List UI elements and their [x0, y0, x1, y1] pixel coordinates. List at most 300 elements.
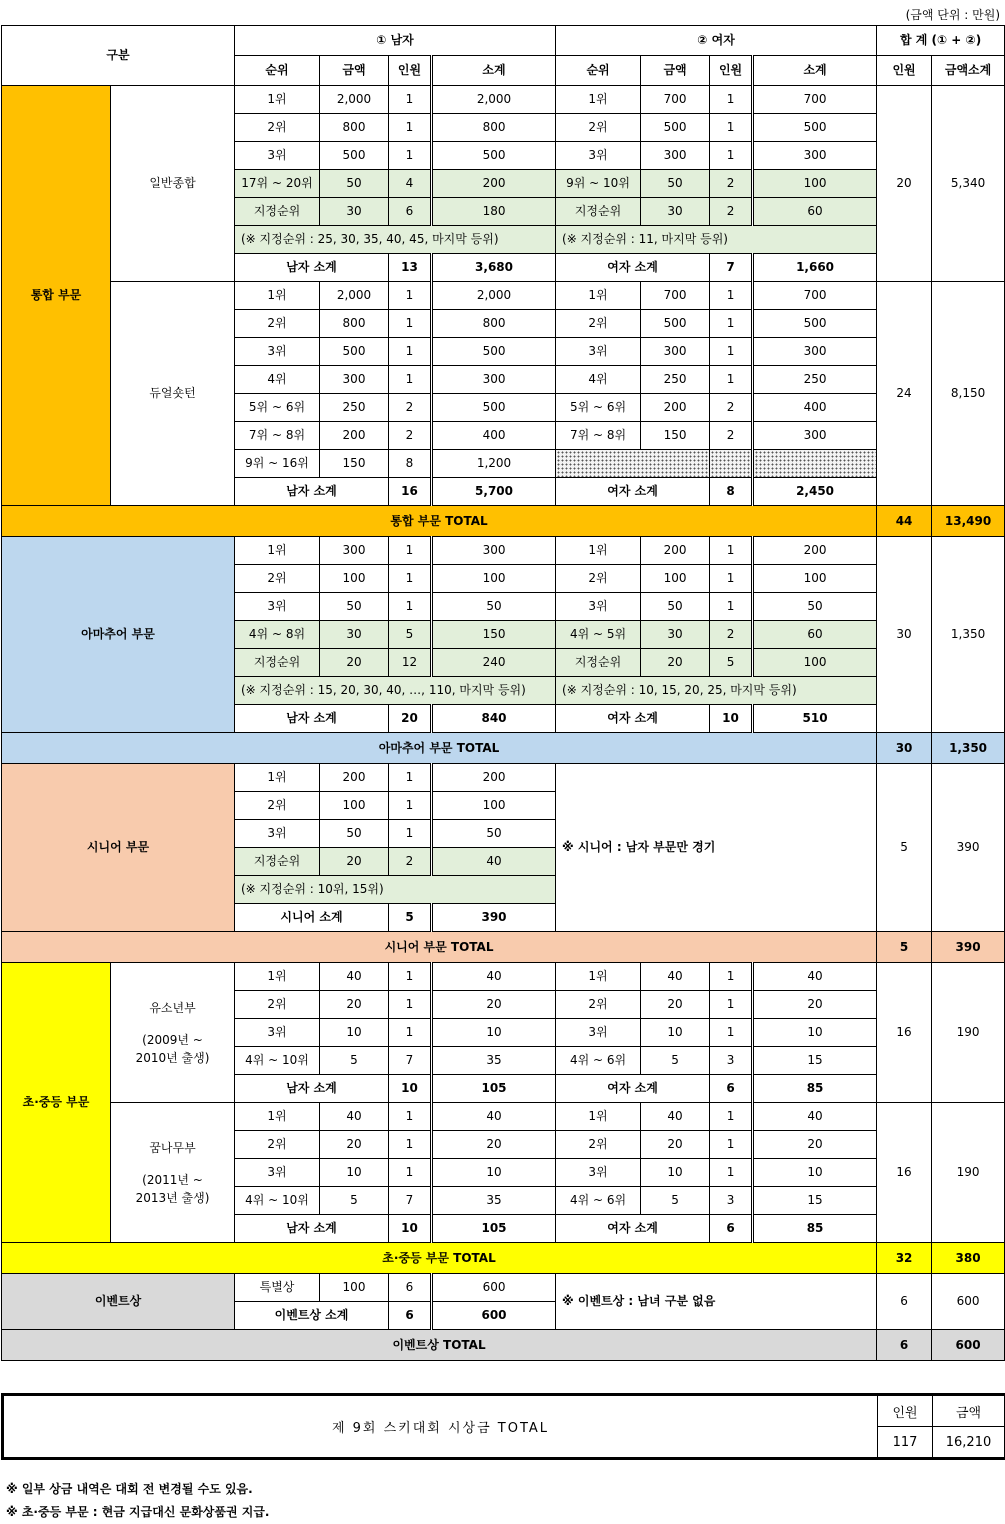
senior-total-amount: 390: [932, 932, 1005, 963]
male-amount: 40: [320, 1103, 389, 1131]
male-count: 2: [389, 848, 432, 876]
event-amount: 100: [320, 1274, 389, 1302]
senior-total-count: 5: [877, 932, 932, 963]
female-note: (※ 지정순위 : 10, 15, 20, 25, 마지막 등위): [556, 677, 877, 705]
female-amount: 40: [641, 963, 710, 991]
male-amount: 500: [320, 338, 389, 366]
male-note: (※ 지정순위 : 10위, 15위): [235, 876, 556, 904]
male-subtotal: 50: [432, 820, 556, 848]
female-subtotal-label: 여자 소계: [556, 1075, 710, 1103]
sum-count: 16: [877, 1103, 932, 1243]
amateur-total-amount: 1,350: [932, 733, 1005, 764]
male-rank: 4위 ~ 10위: [235, 1047, 320, 1075]
female-rank: 지정순위: [556, 198, 641, 226]
female-amount: 250: [641, 366, 710, 394]
subcategory-name: 유소년부: [149, 1000, 196, 1015]
female-subtotal-amount: 510: [753, 705, 877, 733]
female-rank: 4위 ~ 6위: [556, 1047, 641, 1075]
female-count: 1: [710, 114, 753, 142]
female-subtotal-count: 7: [710, 254, 753, 282]
female-amount: 500: [641, 114, 710, 142]
col-count: 인원: [389, 56, 432, 86]
male-count: 4: [389, 170, 432, 198]
category-event: 이벤트상: [2, 1274, 235, 1330]
male-subtotal: 500: [432, 142, 556, 170]
female-count: 2: [710, 170, 753, 198]
female-rank: 2위: [556, 114, 641, 142]
male-rank: 3위: [235, 820, 320, 848]
female-subtotal: 20: [753, 1131, 877, 1159]
col-amount: 금액: [641, 56, 710, 86]
male-amount: 10: [320, 1159, 389, 1187]
male-rank: 2위: [235, 1131, 320, 1159]
male-subtotal: 1,200: [432, 450, 556, 478]
grand-amount-label: 금액: [933, 1395, 1005, 1427]
subcategory-youth-boys: [111, 963, 235, 1103]
grand-amount: 16,210: [933, 1427, 1005, 1459]
male-amount: 300: [320, 366, 389, 394]
female-amount: 30: [641, 198, 710, 226]
subcategory-name: 꿈나무부: [149, 1140, 196, 1155]
male-count: 1: [389, 142, 432, 170]
male-count: 1: [389, 338, 432, 366]
female-count: 1: [710, 338, 753, 366]
male-rank: 3위: [235, 142, 320, 170]
col-subtotal: 소계: [432, 56, 556, 86]
female-amount: 30: [641, 621, 710, 649]
header-category: 구분: [2, 26, 235, 86]
female-subtotal: 50: [753, 593, 877, 621]
female-rank: 1위: [556, 282, 641, 310]
female-amount: 5: [641, 1047, 710, 1075]
female-count: 1: [710, 310, 753, 338]
amateur-total-count: 30: [877, 733, 932, 764]
youth-total-count: 32: [877, 1243, 932, 1274]
integrated-total-label: 통합 부문 TOTAL: [2, 506, 877, 537]
female-rank: 1위: [556, 537, 641, 565]
male-subtotal: 20: [432, 991, 556, 1019]
female-count: 2: [710, 394, 753, 422]
col-subtotal: 소계: [753, 56, 877, 86]
female-subtotal-label: 여자 소계: [556, 478, 710, 506]
female-subtotal: 700: [753, 282, 877, 310]
subcategory-general: 일반종합: [111, 86, 235, 282]
male-rank: 2위: [235, 991, 320, 1019]
header-sum: 합 계 (① + ②): [877, 26, 1005, 56]
female-count: 1: [710, 565, 753, 593]
col-count: 인원: [710, 56, 753, 86]
male-count: 1: [389, 310, 432, 338]
male-subtotal: 100: [432, 792, 556, 820]
female-rank: 1위: [556, 1103, 641, 1131]
male-subtotal-count: 16: [389, 478, 432, 506]
male-amount: 20: [320, 649, 389, 677]
male-count: 1: [389, 1019, 432, 1047]
male-rank: 2위: [235, 792, 320, 820]
female-amount: 50: [641, 170, 710, 198]
female-rank: 3위: [556, 142, 641, 170]
male-subtotal: 400: [432, 422, 556, 450]
male-rank: 7위 ~ 8위: [235, 422, 320, 450]
female-count: 1: [710, 366, 753, 394]
event-total-count: 6: [877, 1330, 932, 1361]
female-rank: 2위: [556, 991, 641, 1019]
male-amount: 200: [320, 764, 389, 792]
col-rank: 순위: [235, 56, 320, 86]
senior-total-label: 시니어 부문 TOTAL: [2, 932, 877, 963]
female-subtotal: 40: [753, 963, 877, 991]
female-subtotal: 300: [753, 422, 877, 450]
female-subtotal-label: 여자 소계: [556, 1215, 710, 1243]
subcategory-dual: 듀얼숏턴: [111, 282, 235, 506]
male-subtotal-amount: 5,700: [432, 478, 556, 506]
male-rank: 2위: [235, 310, 320, 338]
female-subtotal: 15: [753, 1047, 877, 1075]
female-amount: 500: [641, 310, 710, 338]
col-sum-count: 인원: [877, 56, 932, 86]
female-count: 3: [710, 1047, 753, 1075]
event-note: ※ 이벤트상 : 남녀 구분 없음: [556, 1274, 877, 1330]
male-subtotal: 240: [432, 649, 556, 677]
male-subtotal: 2,000: [432, 282, 556, 310]
female-count: 1: [710, 142, 753, 170]
female-amount: 700: [641, 86, 710, 114]
sum-amount: 1,350: [932, 537, 1005, 733]
female-rank: 3위: [556, 593, 641, 621]
event-total-amount: 600: [932, 1330, 1005, 1361]
male-count: 1: [389, 282, 432, 310]
youth-total-label: 초·중등 부문 TOTAL: [2, 1243, 877, 1274]
male-amount: 20: [320, 1131, 389, 1159]
female-subtotal: 100: [753, 565, 877, 593]
sum-count: 5: [877, 764, 932, 932]
male-count: 1: [389, 114, 432, 142]
female-subtotal-amount: 2,450: [753, 478, 877, 506]
female-subtotal-count: 6: [710, 1075, 753, 1103]
male-amount: 250: [320, 394, 389, 422]
female-count: 2: [710, 621, 753, 649]
female-note: (※ 지정순위 : 11, 마지막 등위): [556, 226, 877, 254]
male-rank: 지정순위: [235, 649, 320, 677]
subcategory-youth-kids: [111, 1103, 235, 1243]
female-subtotal: 20: [753, 991, 877, 1019]
female-rank: 4위: [556, 366, 641, 394]
male-count: 1: [389, 366, 432, 394]
female-amount: 40: [641, 1103, 710, 1131]
grand-total-table: [1, 1393, 1005, 1460]
male-rank: 1위: [235, 764, 320, 792]
prize-table: [1, 25, 1005, 1361]
female-rank: 9위 ~ 10위: [556, 170, 641, 198]
category-senior: 시니어 부문: [2, 764, 235, 932]
male-count: 1: [389, 963, 432, 991]
male-rank: 3위: [235, 1159, 320, 1187]
event-count: 6: [389, 1274, 432, 1302]
male-subtotal: 50: [432, 593, 556, 621]
male-subtotal-label: 남자 소계: [235, 254, 389, 282]
female-subtotal: 15: [753, 1187, 877, 1215]
male-subtotal: 800: [432, 114, 556, 142]
male-count: 5: [389, 621, 432, 649]
event-subtotal-label: 이벤트상 소계: [235, 1302, 389, 1330]
female-amount: 10: [641, 1019, 710, 1047]
col-amount: 금액: [320, 56, 389, 86]
male-count: 1: [389, 593, 432, 621]
female-rank: 2위: [556, 1131, 641, 1159]
sum-amount: 5,340: [932, 86, 1005, 282]
male-amount: 300: [320, 537, 389, 565]
male-count: 1: [389, 537, 432, 565]
female-count: 1: [710, 86, 753, 114]
female-rank: 2위: [556, 310, 641, 338]
female-rank: 3위: [556, 338, 641, 366]
senior-female-note: ※ 시니어 : 남자 부문만 경기: [556, 764, 877, 932]
female-subtotal-amount: 85: [753, 1075, 877, 1103]
female-count: 5: [710, 649, 753, 677]
female-subtotal-amount: 85: [753, 1215, 877, 1243]
male-rank: 4위 ~ 10위: [235, 1187, 320, 1215]
male-amount: 5: [320, 1047, 389, 1075]
grand-count-label: 인원: [878, 1395, 933, 1427]
male-rank: 지정순위: [235, 198, 320, 226]
empty-dotted-cell: [753, 450, 877, 478]
sum-amount: 390: [932, 764, 1005, 932]
male-rank: 지정순위: [235, 848, 320, 876]
female-amount: 10: [641, 1159, 710, 1187]
female-count: 1: [710, 991, 753, 1019]
male-amount: 2,000: [320, 282, 389, 310]
female-amount: 100: [641, 565, 710, 593]
senior-subtotal-amount: 390: [432, 904, 556, 932]
female-subtotal-count: 10: [710, 705, 753, 733]
female-rank: 5위 ~ 6위: [556, 394, 641, 422]
male-subtotal: 800: [432, 310, 556, 338]
male-amount: 10: [320, 1019, 389, 1047]
female-subtotal: 200: [753, 537, 877, 565]
male-subtotal: 150: [432, 621, 556, 649]
male-amount: 5: [320, 1187, 389, 1215]
female-count: 2: [710, 422, 753, 450]
female-count: 1: [710, 282, 753, 310]
male-subtotal: 500: [432, 338, 556, 366]
empty-dotted-cell: [710, 450, 753, 478]
female-count: 1: [710, 1131, 753, 1159]
female-amount: 300: [641, 338, 710, 366]
female-amount: 700: [641, 282, 710, 310]
male-subtotal: 10: [432, 1159, 556, 1187]
sum-count: 16: [877, 963, 932, 1103]
female-amount: 150: [641, 422, 710, 450]
male-count: 1: [389, 86, 432, 114]
female-subtotal-amount: 1,660: [753, 254, 877, 282]
female-subtotal: 300: [753, 338, 877, 366]
male-amount: 500: [320, 142, 389, 170]
female-amount: 50: [641, 593, 710, 621]
female-subtotal: 60: [753, 198, 877, 226]
sum-amount: 190: [932, 1103, 1005, 1243]
sum-count: 30: [877, 537, 932, 733]
male-note: (※ 지정순위 : 15, 20, 30, 40, …, 110, 마지막 등위): [235, 677, 556, 705]
male-amount: 50: [320, 593, 389, 621]
male-rank: 1위: [235, 1103, 320, 1131]
female-amount: 200: [641, 394, 710, 422]
male-amount: 800: [320, 114, 389, 142]
female-rank: 1위: [556, 86, 641, 114]
event-total-label: 이벤트상 TOTAL: [2, 1330, 877, 1361]
male-amount: 40: [320, 963, 389, 991]
male-count: 1: [389, 792, 432, 820]
male-note: (※ 지정순위 : 25, 30, 35, 40, 45, 마지막 등위): [235, 226, 556, 254]
integrated-total-amount: 13,490: [932, 506, 1005, 537]
male-amount: 100: [320, 565, 389, 593]
male-subtotal: 35: [432, 1187, 556, 1215]
male-subtotal-label: 남자 소계: [235, 1075, 389, 1103]
female-amount: 300: [641, 142, 710, 170]
male-amount: 20: [320, 991, 389, 1019]
sum-count: 24: [877, 282, 932, 506]
birth-years: (2011년 ~ 2013년 출생): [135, 1172, 210, 1205]
male-subtotal-count: 10: [389, 1075, 432, 1103]
male-count: 1: [389, 820, 432, 848]
female-rank: 3위: [556, 1159, 641, 1187]
header-female: ② 여자: [556, 26, 877, 56]
male-subtotal-count: 10: [389, 1215, 432, 1243]
col-sum-amount: 금액소계: [932, 56, 1005, 86]
female-count: 1: [710, 1159, 753, 1187]
female-count: 3: [710, 1187, 753, 1215]
male-subtotal: 40: [432, 848, 556, 876]
event-rank: 특별상: [235, 1274, 320, 1302]
male-amount: 30: [320, 621, 389, 649]
male-amount: 2,000: [320, 86, 389, 114]
male-rank: 2위: [235, 114, 320, 142]
amateur-total-label: 아마추어 부문 TOTAL: [2, 733, 877, 764]
male-count: 6: [389, 198, 432, 226]
male-subtotal-count: 20: [389, 705, 432, 733]
female-count: 1: [710, 1019, 753, 1047]
male-subtotal-amount: 105: [432, 1215, 556, 1243]
female-count: 1: [710, 593, 753, 621]
male-rank: 3위: [235, 593, 320, 621]
male-rank: 3위: [235, 1019, 320, 1047]
female-count: 1: [710, 963, 753, 991]
male-amount: 100: [320, 792, 389, 820]
male-subtotal-amount: 3,680: [432, 254, 556, 282]
male-count: 1: [389, 764, 432, 792]
female-subtotal: 500: [753, 310, 877, 338]
male-subtotal-count: 13: [389, 254, 432, 282]
male-subtotal: 200: [432, 170, 556, 198]
female-subtotal: 100: [753, 649, 877, 677]
male-count: 7: [389, 1047, 432, 1075]
female-subtotal: 400: [753, 394, 877, 422]
male-count: 1: [389, 1103, 432, 1131]
female-subtotal: 100: [753, 170, 877, 198]
male-subtotal: 40: [432, 963, 556, 991]
male-subtotal: 40: [432, 1103, 556, 1131]
male-rank: 5위 ~ 6위: [235, 394, 320, 422]
sum-amount: 600: [932, 1274, 1005, 1330]
female-subtotal: 10: [753, 1019, 877, 1047]
senior-subtotal-count: 5: [389, 904, 432, 932]
male-amount: 200: [320, 422, 389, 450]
female-count: 2: [710, 198, 753, 226]
female-subtotal-label: 여자 소계: [556, 254, 710, 282]
category-integrated: 통합 부문: [2, 86, 111, 506]
female-rank: 4위 ~ 5위: [556, 621, 641, 649]
footnote: ※ 초·중등 부문 : 현금 지급대신 문화상품권 지급.: [6, 1505, 270, 1519]
female-subtotal-count: 8: [710, 478, 753, 506]
male-rank: 2위: [235, 565, 320, 593]
male-subtotal: 200: [432, 764, 556, 792]
male-subtotal: 2,000: [432, 86, 556, 114]
youth-total-amount: 380: [932, 1243, 1005, 1274]
male-subtotal: 35: [432, 1047, 556, 1075]
female-amount: 20: [641, 991, 710, 1019]
male-count: 2: [389, 422, 432, 450]
female-subtotal-count: 6: [710, 1215, 753, 1243]
sum-count: 20: [877, 86, 932, 282]
male-rank: 17위 ~ 20위: [235, 170, 320, 198]
male-rank: 4위: [235, 366, 320, 394]
male-subtotal-label: 남자 소계: [235, 705, 389, 733]
male-rank: 9위 ~ 16위: [235, 450, 320, 478]
female-subtotal: 60: [753, 621, 877, 649]
male-rank: 1위: [235, 86, 320, 114]
male-rank: 4위 ~ 8위: [235, 621, 320, 649]
sum-amount: 8,150: [932, 282, 1005, 506]
male-count: 1: [389, 565, 432, 593]
male-subtotal-amount: 840: [432, 705, 556, 733]
male-subtotal-label: 남자 소계: [235, 1215, 389, 1243]
sum-amount: 190: [932, 963, 1005, 1103]
event-subtotal-amount: 600: [432, 1302, 556, 1330]
male-count: 1: [389, 991, 432, 1019]
female-amount: 5: [641, 1187, 710, 1215]
female-amount: 200: [641, 537, 710, 565]
female-subtotal: 40: [753, 1103, 877, 1131]
event-subtotal-count: 6: [389, 1302, 432, 1330]
birth-years: (2009년 ~ 2010년 출생): [135, 1032, 210, 1065]
female-count: 1: [710, 1103, 753, 1131]
male-count: 1: [389, 1159, 432, 1187]
female-count: 1: [710, 537, 753, 565]
female-rank: 지정순위: [556, 649, 641, 677]
male-amount: 800: [320, 310, 389, 338]
male-amount: 30: [320, 198, 389, 226]
male-amount: 20: [320, 848, 389, 876]
male-subtotal: 10: [432, 1019, 556, 1047]
grand-total-title: 제 9회 스키대회 시상금 TOTAL: [3, 1395, 878, 1459]
header-male: ① 남자: [235, 26, 556, 56]
female-subtotal-label: 여자 소계: [556, 705, 710, 733]
male-rank: 1위: [235, 282, 320, 310]
integrated-total-count: 44: [877, 506, 932, 537]
male-subtotal-amount: 105: [432, 1075, 556, 1103]
unit-note: (금액 단위 : 만원): [905, 8, 1000, 22]
male-subtotal: 20: [432, 1131, 556, 1159]
sum-count: 6: [877, 1274, 932, 1330]
female-rank: 3위: [556, 1019, 641, 1047]
female-rank: 7위 ~ 8위: [556, 422, 641, 450]
male-subtotal: 300: [432, 366, 556, 394]
male-count: 7: [389, 1187, 432, 1215]
male-rank: 1위: [235, 537, 320, 565]
footnote: ※ 일부 상금 내역은 대회 전 변경될 수도 있음.: [6, 1482, 253, 1496]
male-subtotal-label: 남자 소계: [235, 478, 389, 506]
col-rank: 순위: [556, 56, 641, 86]
female-rank: 2위: [556, 565, 641, 593]
